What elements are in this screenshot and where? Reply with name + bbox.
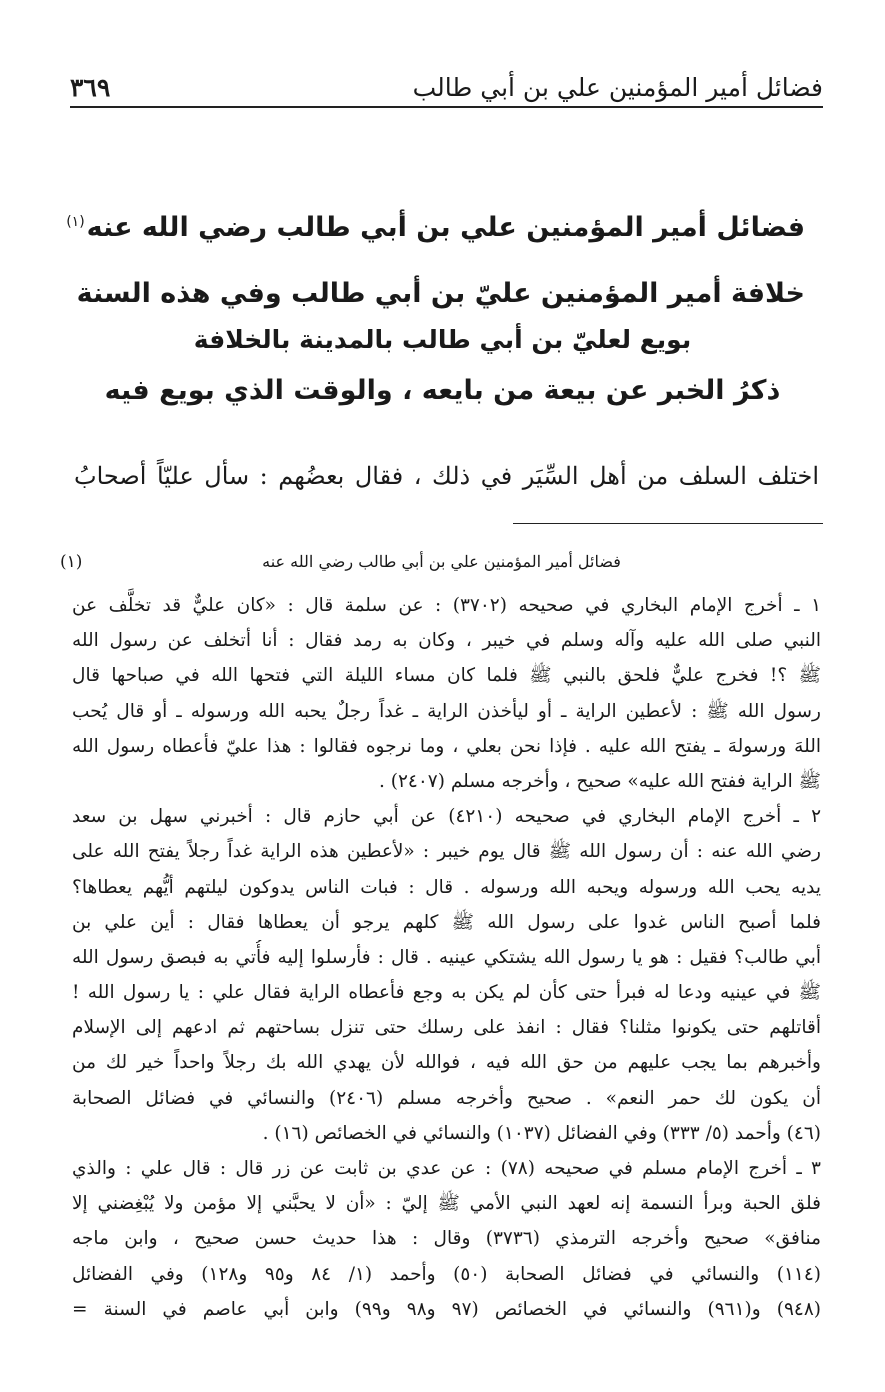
chapter-headings: [66, 212, 805, 407]
footnote-line: (١١٤) والنسائي في فضائل الصحابة (٥٠) وأحمد (١/ ٨٤ و٩٥ و١٢٨) وفي الفضائل: [72, 1263, 821, 1285]
footnote-line: (٩٤٨) و(٩٦١) والنسائي في الخصائص (٩٧ و٩٨ و٩٩) وابن أبي عاصم في السنة =: [72, 1298, 821, 1320]
page-number: ٣٦٩: [70, 73, 111, 102]
footnote-line: ﷺ في عينيه ودعا له فبرأ حتى كأن لم يكن به وجع فأعطاه الراية فقال علي : يا رسول الله !: [72, 982, 821, 1004]
footnote-title: فضائل أمير المؤمنين علي بن أبي طالب رضي الله عنه: [262, 552, 621, 571]
footnote-reference[interactable]: (١): [66, 214, 85, 230]
footnote-line: ٣ ـ أخرج الإمام مسلم في صحيحه (٧٨) : عن عدي بن ثابت عن زر قال : قال علي : والذي: [72, 1158, 821, 1179]
footnote-line: النبي صلى الله عليه وآله وسلم في خيبر ، وكان به رمد فقال : أنا أتخلف عن رسول الله: [72, 630, 821, 652]
footnote-body: [72, 588, 821, 1327]
section-subheading-pledge: بويع لعليّ بن أبي طالب بالمدينة بالخلافة: [193, 324, 692, 354]
body-text-line: اختلف السلف من أهل السِّيَر في ذلك ، فقال بعضُهم : سأل عليّاً أصحابُ: [74, 462, 819, 490]
footnote-line: رسول الله ﷺ : لأعطين الراية ـ أو ليأخذن الراية ـ غداً رجلٌ يحبه الله ورسوله ـ أو قال يُحب: [72, 700, 821, 722]
footnote-number: (١): [60, 552, 83, 572]
chapter-title: [66, 212, 805, 244]
footnote-header: [60, 552, 823, 580]
footnote-line: أقاتلهم حتى يكونوا مثلنا؟ فقال : انفذ على رسلك حتى تنزل بساحتهم ثم ادعهم إلى الإسلام: [72, 1017, 821, 1039]
footnote-line: يديه يحب الله ورسوله ويحبه الله ورسوله . قال : فبات الناس يدوكون ليلتهم أيُّهم يعطاها؟: [72, 876, 821, 898]
footnote-line: فلما أصبح الناس غدوا على رسول الله ﷺ كلهم يرجو أن يعطاها فقال : أين علي بن: [72, 911, 821, 933]
running-head-title: فضائل أمير المؤمنين علي بن أبي طالب: [412, 73, 823, 102]
footnote-line: منافق» صحيح وأخرجه الترمذي (٣٧٣٦) وقال : هذا حديث حسن صحيح ، وابن ماجه: [72, 1228, 821, 1250]
footnote-line: اللهَ ورسولهَ ـ يفتح الله عليه . فإذا نحن بعلي ، وما نرجوه فقالوا : هذا عليّ فأعطاه رسول الله: [72, 735, 821, 757]
footnote-line: رضي الله عنه : أن رسول الله ﷺ قال يوم خيبر : «لأعطين هذه الراية غداً رجلاً يفتح الله على: [72, 841, 821, 863]
footnote-line: وأخبرهم بما يجب عليهم من حق الله فيه ، فوالله لأن يهدي الله بك رجلاً واحداً خير لك من: [72, 1052, 821, 1074]
footnote-line: ٢ ـ أخرج الإمام البخاري في صحيحه (٤٢١٠) عن أبي حازم قال : أخبرني سهل بن سعد: [72, 806, 821, 828]
footnote-line: ﷺ ؟! فخرج عليٌّ فلحق بالنبي ﷺ فلما كان مساء الليلة التي فتحها الله في صباحها قال: [72, 665, 821, 687]
footnote-line: أبي طالب؟ فقيل : هو يا رسول الله يشتكي عينيه . قال : فأرسلوا إليه فأُتي به فبصق رسول الله: [72, 946, 821, 968]
chapter-title-text: فضائل أمير المؤمنين علي بن أبي طالب رضي الله عنه: [86, 212, 805, 243]
section-heading-caliphate: خلافة أمير المؤمنين عليّ بن أبي طالب وفي هذه السنة: [76, 278, 805, 310]
footnote-line: فلق الحبة وبرأ النسمة إنه لعهد النبي الأمي ﷺ إليّ : «أن لا يحبَّني إلا مؤمن ولا يُبْغِضني إلا: [72, 1193, 821, 1215]
header-rule: [70, 106, 823, 108]
running-head: [70, 62, 823, 102]
section-heading-report: ذكرُ الخبر عن بيعة من بايعه ، والوقت الذي بويع فيه: [104, 374, 781, 406]
footnote-line: أن يكون لك حمر النعم» . صحيح وأخرجه مسلم (٢٤٠٦) والنسائي في فضائل الصحابة: [72, 1087, 821, 1109]
footnote-line: ١ ـ أخرج الإمام البخاري في صحيحه (٣٧٠٢) : عن سلمة قال : «كان عليٌّ قد تخلَّف عن: [72, 595, 821, 616]
footnote-line: (٤٦) وأحمد (٥/ ٣٣٣) وفي الفضائل (١٠٣٧) والنسائي في الخصائص (١٦) .: [262, 1122, 821, 1144]
footnote-line: ﷺ الراية ففتح الله عليه» صحيح ، وأخرجه مسلم (٢٤٠٧) .: [378, 770, 821, 792]
footnote-separator: [513, 523, 823, 524]
